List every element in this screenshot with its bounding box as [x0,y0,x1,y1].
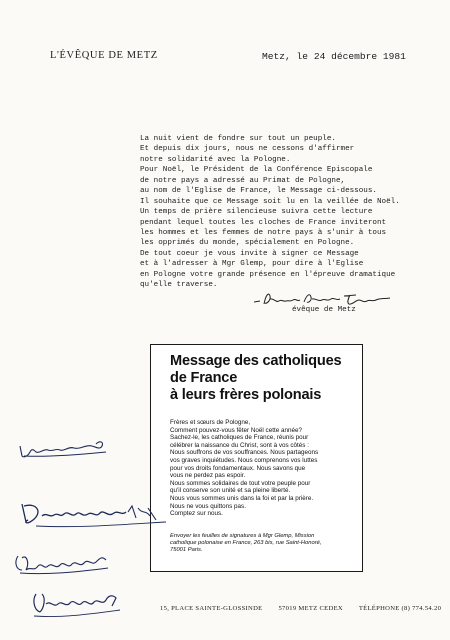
letter-line: au nom de l'Eglise de France, le Message ci-dessous. [140,187,377,196]
message-line: vous ne perdez pas espoir. [170,472,246,480]
message-line: Comptez sur nous. [170,510,223,518]
message-box [150,344,363,572]
letter-line: et à l'adresser à Mgr Glemp, pour dire à l'Eglise [140,260,364,269]
footer-city: 57019 METZ CEDEX [278,605,343,612]
message-title [170,353,360,404]
letter-line: La nuit vient de fondre sur tout un peuple. [140,135,336,143]
footnote-line: catholique polonaise en France, 263 bis, rue Saint-Honoré, [170,540,322,546]
letter-line: Il souhaite que ce Message soit lu en la veillée de Noël. [140,197,400,206]
handwritten-signature-2 [16,498,176,532]
handwritten-signature-1 [16,436,112,460]
message-title-line: de France [170,370,238,386]
message-line: Frères et sœurs de Pologne, [170,419,251,426]
letter-line: Pour Noël, le Président de la Conférence Episcopale [140,166,373,175]
handwritten-signature-4 [28,588,124,620]
message-line: Nous souffrons de vos souffrances. Nous partageons [170,449,319,457]
message-line: Comment pouvez-vous fêter Noël cette année? [170,426,302,434]
message-body [170,419,360,518]
signature-title: évêque de Metz [292,306,356,314]
letter-line: les hommes et les femmes de notre pays à s'unir à tous [140,228,387,237]
message-line: célébrer la naissance du Christ, sont à vos côtés : [170,441,309,449]
letter-line: de notre pays a adressé au Primat de Pologne, [140,176,346,185]
letter-line: qu'elle traverse. [140,281,218,290]
handwritten-signature-3 [12,548,112,578]
letter-line: Un temps de prière silencieuse suivra cette lecture [140,208,373,217]
footnote-line: 75001 Paris. [170,547,203,553]
message-line: vos graves inquiétudes. Nous comprenons vos luttes [170,456,318,464]
letter-line: De tout coeur je vous invite à signer ce Message [140,249,359,258]
message-line: Nous ne vous quittons pas. [170,502,246,510]
message-line: pour vos droits fondamentaux. Nous savons que [170,464,306,472]
letter-body [140,134,430,291]
message-line: Nous sommes solidaires de tout votre peuple pour [170,479,311,487]
letterhead-sender: L'ÉVÊQUE DE METZ [50,50,158,61]
letter-line: en Pologne votre grande présence en l'épreuve dramatique [140,270,396,279]
message-footnote [170,533,360,554]
message-title-line: Message des catholiques [170,353,342,369]
letter-line: pendant lequel toutes les cloches de France inviteront [140,218,387,227]
message-line: qu'il conserve son unité et sa pleine liberté. [170,487,291,495]
message-title-line: à leurs frères polonais [170,387,322,403]
letter-line: les opprimés du monde, spécialement en Pologne. [140,239,355,248]
footer-address-line [160,605,450,612]
message-line: Sachez-le, les catholiques de France, réunis pour [170,434,309,442]
footer-phone: TÉLÉPHONE (8) 774.54.20 [358,605,442,612]
footnote-line: Envoyer les feuilles de signatures à Mgr Glemp, Mission [170,533,315,539]
footer-address: 15, PLACE SAINTE-GLOSSINDE [160,605,263,612]
letter-line: notre solidarité avec la Pologne. [140,155,291,164]
letter-line: Et depuis dix jours, nous ne cessons d'affirmer [140,145,355,154]
letter-date: Metz, le 24 décembre 1981 [262,51,406,62]
message-line: Nous vous sommes unis dans la foi et par la prière. [170,494,314,502]
